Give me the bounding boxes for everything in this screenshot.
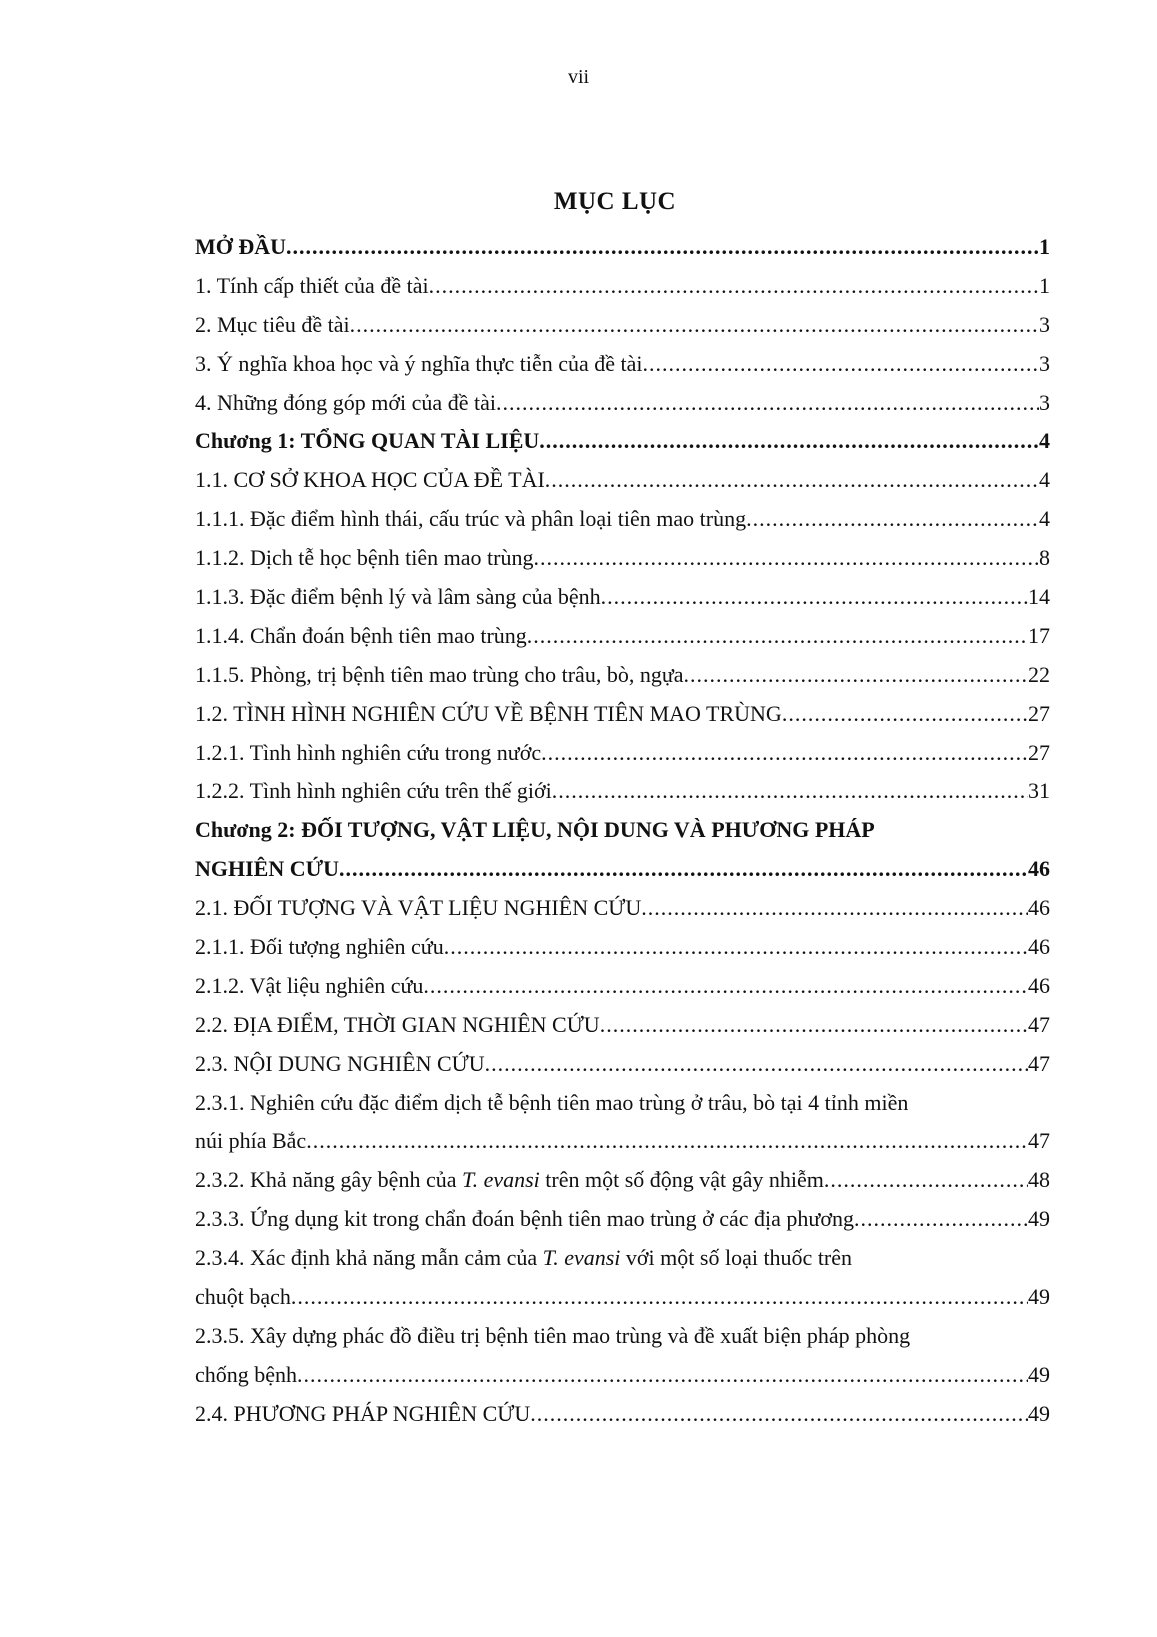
dot-leader (539, 422, 1039, 461)
dot-leader (286, 228, 1039, 267)
toc-entry-text: 1.1.3. Đặc điểm bệnh lý và lâm sàng của bệnh (195, 584, 601, 610)
dot-leader (306, 1122, 1028, 1161)
dot-leader (643, 345, 1039, 384)
toc-entry[interactable] (195, 384, 1050, 423)
toc-entry[interactable] (195, 267, 1050, 306)
toc-entry-text: 4. Những đóng góp mới của đề tài (195, 389, 496, 415)
toc-entry[interactable] (195, 500, 1050, 539)
dot-leader (541, 734, 1028, 773)
page-number: vii (567, 66, 590, 88)
dot-leader (350, 306, 1039, 345)
toc-entry-text-line1[interactable]: 2.3.1. Nghiên cứu đặc điểm dịch tễ bệnh tiên mao trùng ở trâu, bò tại 4 tỉnh miền (195, 1089, 909, 1115)
toc-entry-page: 22 (1028, 661, 1050, 687)
toc-entry-text-line1[interactable]: 2.3.5. Xây dựng phác đồ điều trị bệnh tiên mao trùng và đề xuất biện pháp phòng (195, 1322, 911, 1348)
dot-leader (485, 1045, 1028, 1084)
toc-entry-page: 3 (1039, 389, 1050, 415)
toc-entry-page: 46 (1028, 934, 1050, 960)
toc-entry-text: 2.3.3. Ứng dụng kit trong chẩn đoán bệnh tiên mao trùng ở các địa phương (195, 1206, 854, 1232)
toc-entry[interactable] (195, 656, 1050, 695)
toc-entry[interactable] (195, 1006, 1050, 1045)
toc-entry-text: 1.1.1. Đặc điểm hình thái, cấu trúc và phân loại tiên mao trùng (195, 506, 747, 532)
toc-entry-text: 1.1.5. Phòng, trị bệnh tiên mao trùng cho trâu, bò, ngựa (195, 661, 684, 687)
toc-entry-text-line2: chống bệnh (195, 1361, 298, 1387)
toc-entry-page: 3 (1039, 311, 1050, 337)
dot-leader (423, 967, 1028, 1006)
toc-entry-text-line2: núi phía Bắc (195, 1128, 307, 1154)
toc-entry-page: 47 (1028, 1011, 1050, 1037)
dot-leader (601, 578, 1028, 617)
dot-leader (496, 384, 1039, 423)
toc-entry[interactable] (195, 422, 1050, 461)
toc-entry-page: 46 (1028, 856, 1050, 882)
table-of-contents (195, 228, 1050, 1434)
species-name: T. evansi (542, 1245, 621, 1271)
dot-leader (297, 1356, 1028, 1395)
toc-entry-text: MỞ ĐẦU (195, 234, 287, 259)
toc-entry[interactable] (195, 306, 1050, 345)
toc-entry-page: 49 (1028, 1284, 1050, 1310)
dot-leader (339, 850, 1028, 889)
toc-entry-page: 46 (1028, 895, 1050, 921)
toc-entry-text: 2.1.1. Đối tượng nghiên cứu (195, 934, 444, 960)
toc-entry-page: 8 (1039, 545, 1050, 571)
toc-entry[interactable] (195, 889, 1050, 928)
toc-entry-page: 27 (1028, 700, 1050, 726)
toc-entry[interactable] (195, 1395, 1050, 1434)
toc-entry[interactable] (195, 734, 1050, 773)
toc-entry-text-pre: 2.3.2. Khả năng gây bệnh của (195, 1167, 462, 1193)
toc-entry-page: 46 (1028, 972, 1050, 998)
toc-entry[interactable] (195, 1161, 1050, 1200)
toc-entry-text: 3. Ý nghĩa khoa học và ý nghĩa thực tiễn của đề tài (195, 350, 643, 376)
toc-entry[interactable] (195, 1278, 1050, 1317)
dot-leader (533, 539, 1039, 578)
toc-entry-page: 17 (1028, 622, 1050, 648)
toc-entry-text: 2.3. NỘI DUNG NGHIÊN CỨU (195, 1050, 485, 1076)
toc-entry-page: 4 (1039, 428, 1050, 454)
toc-entry-text: 2.1. ĐỐI TƯỢNG VÀ VẬT LIỆU NGHIÊN CỨU (195, 895, 642, 921)
dot-leader (530, 1395, 1028, 1434)
page-title: MỤC LỤC (553, 188, 677, 215)
dot-leader (552, 772, 1028, 811)
dot-leader (854, 1200, 1028, 1239)
dot-leader (746, 500, 1039, 539)
toc-entry-page: 49 (1028, 1361, 1050, 1387)
toc-entry[interactable] (195, 1045, 1050, 1084)
toc-entry[interactable] (195, 928, 1050, 967)
dot-leader (527, 617, 1028, 656)
toc-entry-page: 47 (1028, 1050, 1050, 1076)
toc-entry-page: 48 (1028, 1167, 1050, 1193)
toc-entry-page: 14 (1028, 584, 1050, 610)
toc-entry-text: 1.2. TÌNH HÌNH NGHIÊN CỨU VỀ BỆNH TIÊN MAO TRÙNG (195, 700, 782, 726)
toc-entry-page: 4 (1039, 467, 1050, 493)
toc-entry-text: 2.4. PHƯƠNG PHÁP NGHIÊN CỨU (195, 1400, 531, 1426)
toc-entry[interactable] (195, 1356, 1050, 1395)
toc-entry-text-pre: 2.3.4. Xác định khả năng mẫn cảm của (195, 1245, 543, 1271)
dot-leader (291, 1278, 1028, 1317)
toc-entry-text-line2: chuột bạch (195, 1284, 291, 1310)
toc-entry[interactable] (195, 772, 1050, 811)
toc-entry-text-post: với một số loại thuốc trên (620, 1245, 853, 1271)
toc-entry-page: 31 (1028, 778, 1050, 804)
toc-entry-text-line1[interactable]: Chương 2: ĐỐI TƯỢNG, VẬT LIỆU, NỘI DUNG VÀ PHƯƠNG PHÁP (195, 817, 875, 843)
toc-entry[interactable] (195, 578, 1050, 617)
toc-entry-text-post: trên một số động vật gây nhiễm (539, 1167, 824, 1193)
toc-entry[interactable] (195, 967, 1050, 1006)
species-name: T. evansi (461, 1167, 540, 1193)
dot-leader (429, 267, 1039, 306)
dot-leader (444, 928, 1028, 967)
toc-entry-page: 4 (1039, 506, 1050, 532)
toc-entry-page: 1 (1039, 272, 1050, 298)
toc-entry-text: 1.1. CƠ SỞ KHOA HỌC CỦA ĐỀ TÀI (195, 467, 545, 493)
dot-leader (824, 1161, 1028, 1200)
toc-entry-text: 2.1.2. Vật liệu nghiên cứu (195, 972, 424, 998)
dot-leader (782, 695, 1028, 734)
toc-entry-page: 3 (1039, 350, 1050, 376)
toc-entry-text: 1.1.2. Dịch tễ học bệnh tiên mao trùng (195, 545, 534, 571)
toc-entry-page: 27 (1028, 739, 1050, 765)
toc-entry-text (195, 1161, 824, 1200)
toc-entry[interactable] (195, 345, 1050, 384)
toc-entry-text-line1[interactable] (195, 1239, 1050, 1278)
toc-entry-page: 47 (1028, 1128, 1050, 1154)
toc-entry-page: 49 (1028, 1400, 1050, 1426)
toc-entry[interactable] (195, 1122, 1050, 1161)
toc-entry[interactable] (195, 1200, 1050, 1239)
toc-entry-text: 2. Mục tiêu đề tài (195, 311, 350, 337)
dot-leader (684, 656, 1028, 695)
toc-entry[interactable] (195, 228, 1050, 267)
toc-entry-text: Chương 1: TỔNG QUAN TÀI LIỆU (195, 428, 540, 454)
toc-entry-text: 1.1.4. Chẩn đoán bệnh tiên mao trùng (195, 622, 527, 648)
toc-entry-text: 1. Tính cấp thiết của đề tài (195, 272, 429, 298)
dot-leader (545, 461, 1039, 500)
toc-entry-page: 1 (1039, 234, 1050, 259)
toc-entry[interactable] (195, 850, 1050, 889)
toc-entry-text: 1.2.2. Tình hình nghiên cứu trên thế giới (195, 778, 552, 804)
dot-leader (600, 1006, 1028, 1045)
toc-entry[interactable] (195, 461, 1050, 500)
toc-entry[interactable] (195, 617, 1050, 656)
toc-entry-page: 49 (1028, 1206, 1050, 1232)
dot-leader (641, 889, 1028, 928)
toc-entry-text-line2: NGHIÊN CỨU (195, 856, 340, 882)
toc-entry[interactable] (195, 695, 1050, 734)
toc-entry-text: 2.2. ĐỊA ĐIỂM, THỜI GIAN NGHIÊN CỨU (195, 1011, 600, 1037)
toc-entry[interactable] (195, 539, 1050, 578)
toc-entry-text: 1.2.1. Tình hình nghiên cứu trong nước (195, 739, 542, 765)
